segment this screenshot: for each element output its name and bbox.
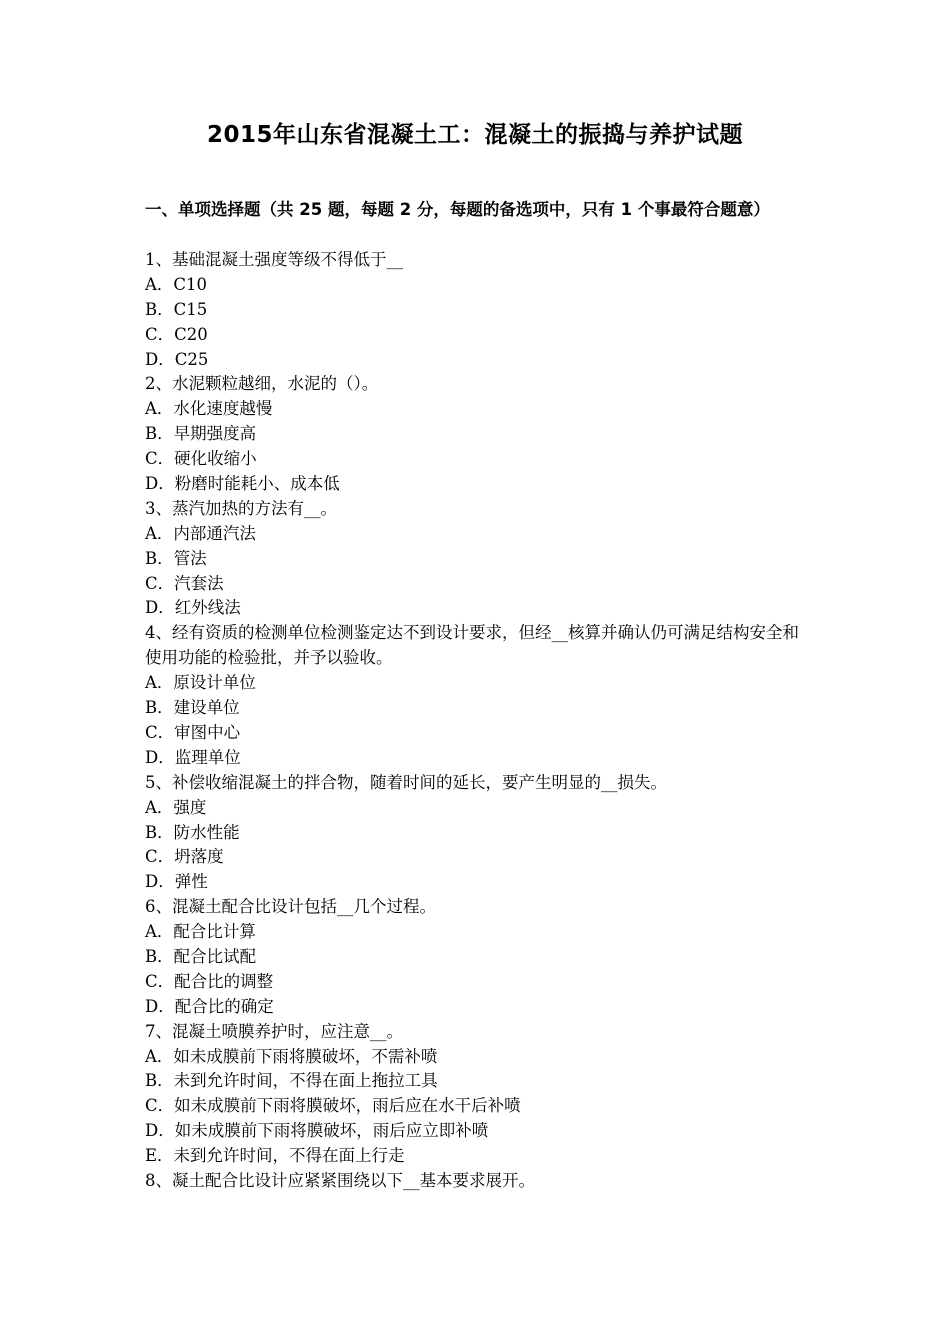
- answer-option: A．水化速度越慢: [145, 399, 273, 419]
- answer-option: D．配合比的确定: [145, 996, 274, 1016]
- answer-option: E．未到允许时间，不得在面上行走: [145, 1146, 405, 1166]
- answer-option: B．建设单位: [145, 698, 240, 718]
- answer-option: D．监理单位: [145, 747, 241, 767]
- question-list: [145, 248, 813, 1194]
- answer-option: B．防水性能: [145, 822, 240, 842]
- question-stem: 2、水泥颗粒越细，水泥的（）。: [145, 374, 379, 394]
- answer-option: B．管法: [145, 548, 207, 568]
- answer-option: A．原设计单位: [145, 673, 256, 693]
- question-stem: 1、基础混凝土强度等级不得低于__: [145, 250, 403, 269]
- answer-option: C．坍落度: [145, 847, 224, 867]
- section-heading: 一、单项选择题（共 25 题，每题 2 分，每题的备选项中，只有 1 个事最符合题意）: [145, 200, 770, 219]
- answer-option: A．内部通汽法: [145, 523, 256, 543]
- answer-option: D．弹性: [145, 872, 208, 892]
- question-stem: 5、补偿收缩混凝土的拌合物，随着时间的延长，要产生明显的__损失。: [145, 772, 667, 792]
- answer-option: C．如未成膜前下雨将膜破坏，雨后应在水干后补喷: [145, 1096, 521, 1116]
- answer-option: B．早期强度高: [145, 424, 257, 444]
- answer-option: A．配合比计算: [145, 922, 256, 942]
- answer-option: C．配合比的调整: [145, 971, 274, 991]
- answer-option: B．C15: [145, 299, 208, 319]
- answer-option: B．未到允许时间，不得在面上拖拉工具: [145, 1071, 438, 1091]
- question-stem: 6、混凝土配合比设计包括__几个过程。: [145, 897, 436, 917]
- answer-option: D．红外线法: [145, 598, 241, 618]
- answer-option: D．C25: [145, 349, 209, 369]
- document-title: 2015年山东省混凝土工：混凝土的振捣与养护试题: [206, 122, 743, 148]
- answer-option: D．粉磨时能耗小、成本低: [145, 474, 340, 494]
- answer-option: A．强度: [145, 797, 207, 817]
- question-stem: 3、蒸汽加热的方法有__。: [145, 498, 337, 518]
- answer-option: D．如未成膜前下雨将膜破坏，雨后应立即补喷: [145, 1121, 489, 1141]
- answer-option: A．如未成膜前下雨将膜破坏，不需补喷: [145, 1046, 438, 1066]
- answer-option: C．审图中心: [145, 722, 241, 742]
- question-stem: 4、经有资质的检测单位检测鉴定达不到设计要求，但经__核算并确认仍可满足结构安全和使用功能的检验批，并予以验收。: [145, 623, 799, 668]
- answer-option: A．C10: [145, 274, 208, 294]
- answer-option: C．汽套法: [145, 573, 224, 593]
- answer-option: C．C20: [145, 324, 208, 344]
- question-stem: 7、混凝土喷膜养护时，应注意__。: [145, 1021, 403, 1041]
- answer-option: B．配合比试配: [145, 946, 257, 966]
- question-stem: 8、凝土配合比设计应紧紧围绕以下__基本要求展开。: [145, 1170, 535, 1190]
- answer-option: C．硬化收缩小: [145, 449, 257, 469]
